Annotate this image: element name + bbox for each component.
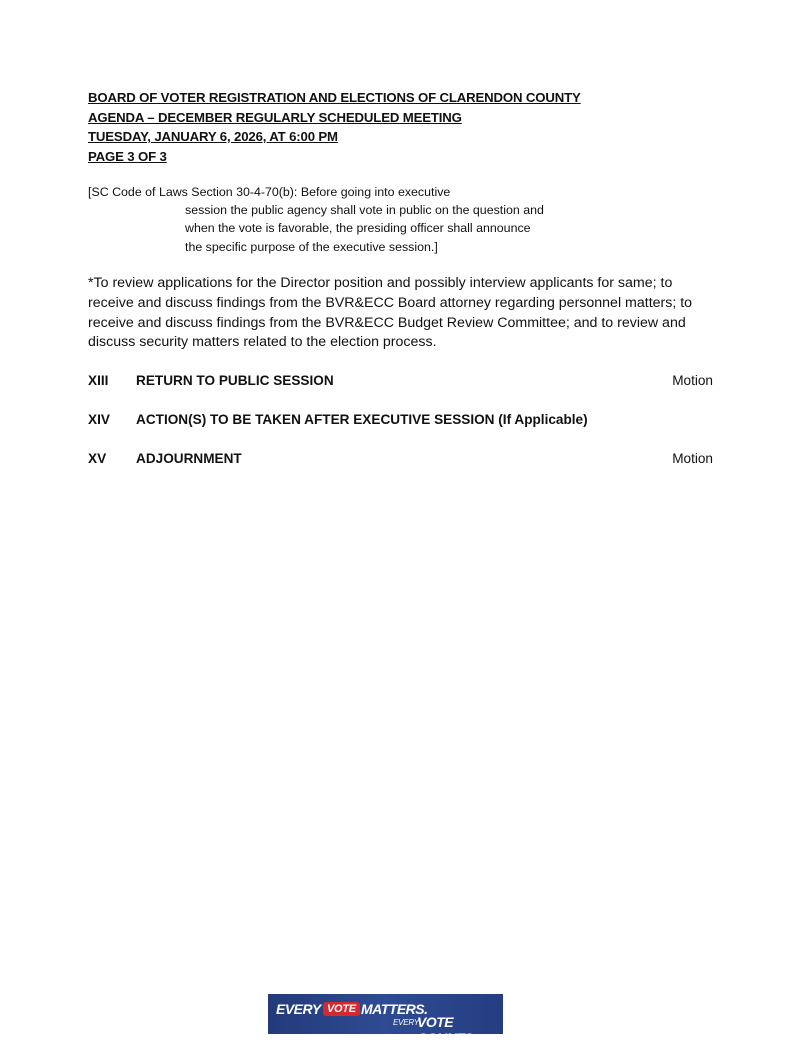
citation-line: [SC Code of Laws Section 30-4-70(b): Before going into executive — [88, 185, 451, 199]
page-number: PAGE 3 OF 3 — [88, 148, 167, 164]
legal-citation — [88, 183, 544, 256]
item-title: RETURN TO PUBLIC SESSION — [136, 373, 334, 388]
agenda-item-xiii — [88, 373, 713, 393]
item-number: XIV — [88, 412, 110, 427]
citation-line: session the public agency shall vote in public on the question and — [185, 203, 544, 218]
item-title: ADJOURNMENT — [136, 451, 242, 466]
item-action: Motion — [672, 373, 713, 388]
meeting-date: TUESDAY, JANUARY 6, 2026, AT 6:00 PM — [88, 129, 338, 144]
logo-text: EVERY — [276, 1001, 321, 1017]
citation-line: the specific purpose of the executive session.] — [185, 239, 438, 254]
agenda-item-xv — [88, 451, 713, 471]
item-number: XIII — [88, 373, 109, 388]
citation-line: when the vote is favorable, the presiding officer shall announce — [185, 221, 531, 236]
agenda-header — [88, 88, 581, 166]
agenda-title: AGENDA – DECEMBER REGULARLY SCHEDULED MEETING — [88, 109, 462, 125]
logo-text: VOTE COUNTS. — [417, 1014, 477, 1046]
logo-vote-badge: VOTE — [323, 1002, 360, 1016]
board-title: BOARD OF VOTER REGISTRATION AND ELECTIONS OF CLARENDON COUNTY — [88, 90, 581, 105]
every-vote-matters-logo — [268, 994, 503, 1046]
agenda-item-xiv — [88, 412, 713, 432]
item-action: Motion — [672, 451, 713, 466]
item-number: XV — [88, 451, 107, 466]
executive-session-purpose: *To review applications for the Director position and possibly interview applicants for same; to receive and discuss findings from the BVR&ECC Board attorney regarding personnel matters; to receive and discuss findings from the BVR&ECC Budget Review Committee; and to review and discuss security matters related to the election process. — [88, 275, 693, 351]
item-title: ACTION(S) TO BE TAKEN AFTER EXECUTIVE SESSION (If Applicable) — [136, 412, 588, 427]
logo-text: EVERY — [393, 1018, 419, 1027]
logo-text: MATTERS. — [361, 1001, 428, 1017]
